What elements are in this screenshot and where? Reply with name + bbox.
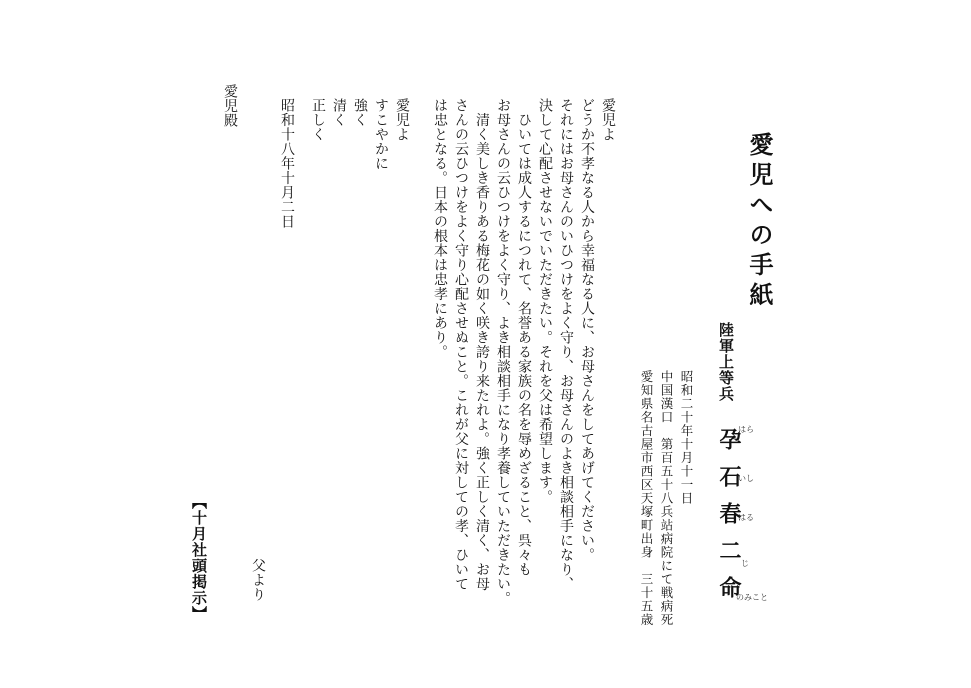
name-char: 二 bbox=[716, 539, 742, 576]
body-line: それにはお母さんのいひつけをよく守り、お母さんのよき相談相手になり、 bbox=[558, 98, 574, 591]
name-char: 石 bbox=[716, 465, 742, 502]
name-char: 命 bbox=[716, 576, 742, 613]
body-line: どうか不孝なる人から幸福なる人に、お母さんをしてあげてください。 bbox=[579, 98, 595, 562]
death-date: 昭和二十年十月十一日 bbox=[679, 370, 694, 505]
body-line: お母さんの云ひつけをよく守り、よき相談相手になり孝養していただきたい。 bbox=[495, 98, 511, 606]
signature: 父より bbox=[250, 558, 266, 602]
death-place: 中国漢口 第百五十八兵站病院にて戦病死 bbox=[659, 370, 674, 627]
soldier-rank: 陸軍上等兵 bbox=[717, 322, 735, 402]
body-line: ひいては成人するにつれて、名誉ある家族の名を辱めざること、呉々も bbox=[516, 98, 532, 577]
body-line: 決して心配させないでいただきたい。それを父は希望します。 bbox=[537, 98, 553, 504]
name-ruby: のみこと bbox=[736, 593, 768, 602]
name-ruby: はる bbox=[738, 513, 754, 522]
body-line: さんの云ひつけをよく守り心配させぬこと。これが父に対しての孝、ひいて bbox=[453, 98, 469, 591]
salutation: 愛児よ bbox=[600, 98, 616, 142]
letter-title: 愛児への手紙 bbox=[745, 132, 774, 312]
body-line: は忠となる。日本の根本は忠孝にあり。 bbox=[432, 98, 448, 359]
poem-line: 愛児よ bbox=[394, 98, 410, 142]
poem-line: 強く bbox=[352, 98, 368, 127]
hometown: 愛知県名古屋市西区天塚町出身 三十五歳 bbox=[639, 370, 654, 627]
name-ruby: はら bbox=[738, 425, 754, 434]
body-line: 清く美しき香りある梅花の如く咲き誇り来たれよ。強く正しく清く、お母 bbox=[474, 98, 490, 591]
letter-date: 昭和十八年十月二日 bbox=[279, 98, 295, 229]
name-ruby: じ bbox=[741, 559, 749, 568]
poem-line: すこやかに bbox=[373, 98, 389, 171]
name-char: 春 bbox=[716, 502, 742, 539]
notice-label: 【十月社頭掲示】 bbox=[190, 494, 208, 622]
poem-line: 正しく bbox=[310, 98, 326, 142]
poem-line: 清く bbox=[331, 98, 347, 127]
name-char: 孕 bbox=[716, 428, 742, 465]
name-ruby: いし bbox=[738, 474, 754, 483]
addressee: 愛児殿 bbox=[222, 84, 238, 128]
